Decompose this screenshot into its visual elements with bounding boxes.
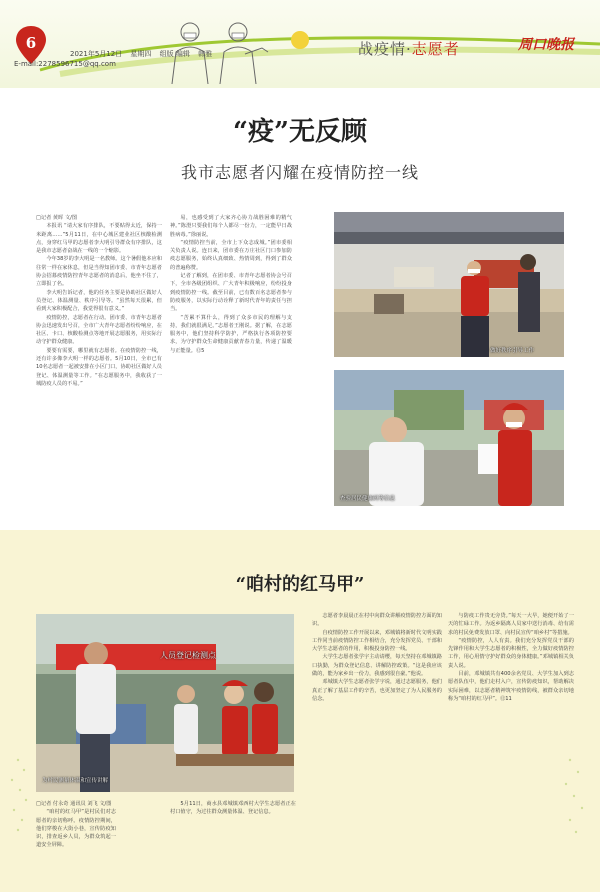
paragraph: 本报讯 “请大家有序排队，不要贴得太近，保持一米距离……”5月11日，在中心城区建业社区核酸检测点，身穿红马甲的志愿者李大明引导群众有序排队，这是我市志愿者奋战在一线的一个缩影。 [36, 223, 162, 255]
paragraph: 志愿者李晨晨正在村中向群众讲解疫情防控方面的知识。 [312, 613, 442, 628]
article2-byline: □记者 付永奇 通讯员 刘飞 文/图 [36, 801, 112, 807]
paragraph: “苦累不算什么，得到了众多市民的理解与支持，我们就很满足。”志愿者王刚说。据了解，在志愿服务中，他们坚持科学防护，严格执行各项防控要求，为守护群众生命健康贡献青春力量，传递了温暖与正能量。⑫5 [170, 314, 292, 354]
article-subtitle: 我市志愿者闪耀在疫情防控一线 [180, 163, 419, 182]
paragraph: 目前，邓城镇共有400余名党员、大学生加入到志愿者队伍中，他们走村入户，宣传防疫知识，帮助解决实际困难，以志愿者精神筑牢疫情防线，被群众亲切地称为“咱村的红马甲”。⑫11 [448, 671, 574, 702]
paragraph: “咱村的红马甲”是村民们对志愿者的亲切称呼。疫情防控期间，他们穿梭在大街小巷，宣传防疫知识，排查返乡人员，为群众筑起一道安全屏障。 [36, 809, 116, 849]
paragraph: 记者了解到，在团市委、市青年志愿者协会号召下，全市各级团组织、广大青年积极响应，纷纷投身到疫情防控一线。截至目前，已有数百名志愿者参与防疫服务，以实际行动诠释了新时代青年的责任与担当。 [170, 273, 292, 313]
article2-column-2 [312, 612, 442, 872]
paragraph: 要要有需要，哪里就有志愿者。在疫情防控一线，还有许多像李大明一样的志愿者。5月10日，全市已有10名志愿者一起被安排在小区门口，协助社区做好人员登记、体温测量等工作。“在志愿服务中，我收获了一城防疫人员的不易。” [36, 347, 162, 387]
page-header [0, 0, 600, 88]
article2-column-1b [170, 800, 296, 872]
photo-caption: 做好秩序引导工作 [490, 348, 535, 354]
paragraph: 今年38岁的李大明是一名教师。这个暑假他本应和往常一样在家休息，但是当得知团市委、市青年志愿者协会招募疫情防控青年志愿者的消息后，他坐不住了，立即报了名。 [36, 256, 162, 288]
photo-caption: 为村民测量体温和宣传讲解 [42, 778, 109, 784]
photo-health-code-check [334, 370, 564, 506]
paragraph: “疫情防控当前，全市上下众志成城。”团市委相关负责人说。连日来，团市委在万庄社区门口参加防疫志愿服务，始终认真细致、热情周到，得到了群众的普遍称赞。 [170, 239, 292, 271]
paragraph: 5月11日，商水县邓城镇邓西村大学生志愿者正在村口值守，为过往群众测量体温、登记信息。 [170, 801, 296, 816]
article2-title: “咱村的红马甲” [235, 574, 365, 595]
newspaper-masthead: 周口晚报 [518, 37, 574, 53]
article1-column-1 [36, 214, 162, 520]
paragraph: 邓城镇大学生志愿者张学宇说，通过志愿服务，他们真正了解了基层工作的辛苦，也更加坚定了为人民服务的信念。 [312, 679, 442, 702]
publication-date: 2021年5月12日 星期四 组版 编辑 韩雅 [70, 50, 213, 58]
contact-email: E-mail:2278596715@qq.com [14, 60, 116, 68]
checkpoint-banner-text: 人员登记检测点 [160, 651, 216, 660]
paragraph: 自疫情防控工作开展以来，邓城镇将新时代文明实践工作同当前疫情防控工作相结合，充分发挥党员、干部和大学生志愿者的作用，积极投身防控一线。 [312, 629, 442, 653]
section-title: 战疫情·志愿者 [358, 40, 460, 58]
paragraph: 疫情防控，志愿者在行动。团市委、市青年志愿者协会迅速发出号召，全市广大青年志愿者纷纷响应，在社区、卡口、核酸检测点等地开展志愿服务，用实际行动守护群众健康。 [36, 314, 162, 346]
photo-caption: 查验居民健康码等信息 [340, 496, 396, 502]
paragraph: 李大明告诉记者，他的任务主要是协助社区做好人员登记、体温测量、秩序引导等。“虽然每天很累，但看到大家积极配合，我觉得很有意义。” [36, 289, 162, 313]
article2-column-3 [448, 612, 574, 872]
paragraph: 大学生志愿者张学宇主动请缨，每天坚持在邓城镇路口执勤，为群众登记信息、讲解防控政策。“这是我应该做的，能为家乡出一份力，我感到很自豪。”他说。 [312, 654, 442, 678]
article-title: “疫”无反顾 [233, 117, 367, 147]
article2-column-1a [36, 800, 116, 872]
paragraph: 易，也感受到了大家齐心协力战胜困难的精气神。”陈澄只要我们每个人都尽一份力，一定能早日战胜病毒。”徐丽说。 [170, 215, 292, 238]
swoosh-decoration [0, 0, 600, 88]
page-number: 6 [25, 34, 37, 52]
article1-column-2 [170, 214, 292, 500]
photo-queue-guidance [334, 212, 564, 357]
paragraph: “疫情防控，人人有责。我们充分发挥党员干部的先锋作用和大学生志愿者的积极性，全力做好疫情防控工作，用心用情守护好群众的身体健康。”邓城镇相关负责人说。 [448, 637, 574, 669]
page-number-badge [16, 26, 46, 64]
paragraph: 与防疫工作贵无旁贷。”每天一大早，她便开始了一天的忙碌工作。为返乡隔离人员家中送行消毒、给有需求的村民免费发放口罩、向村民宣传“咱乡村”等措施。 [448, 613, 574, 636]
article1-byline: □记者 黄晖 文/图 [36, 215, 78, 221]
photo-village-checkpoint [36, 614, 294, 792]
